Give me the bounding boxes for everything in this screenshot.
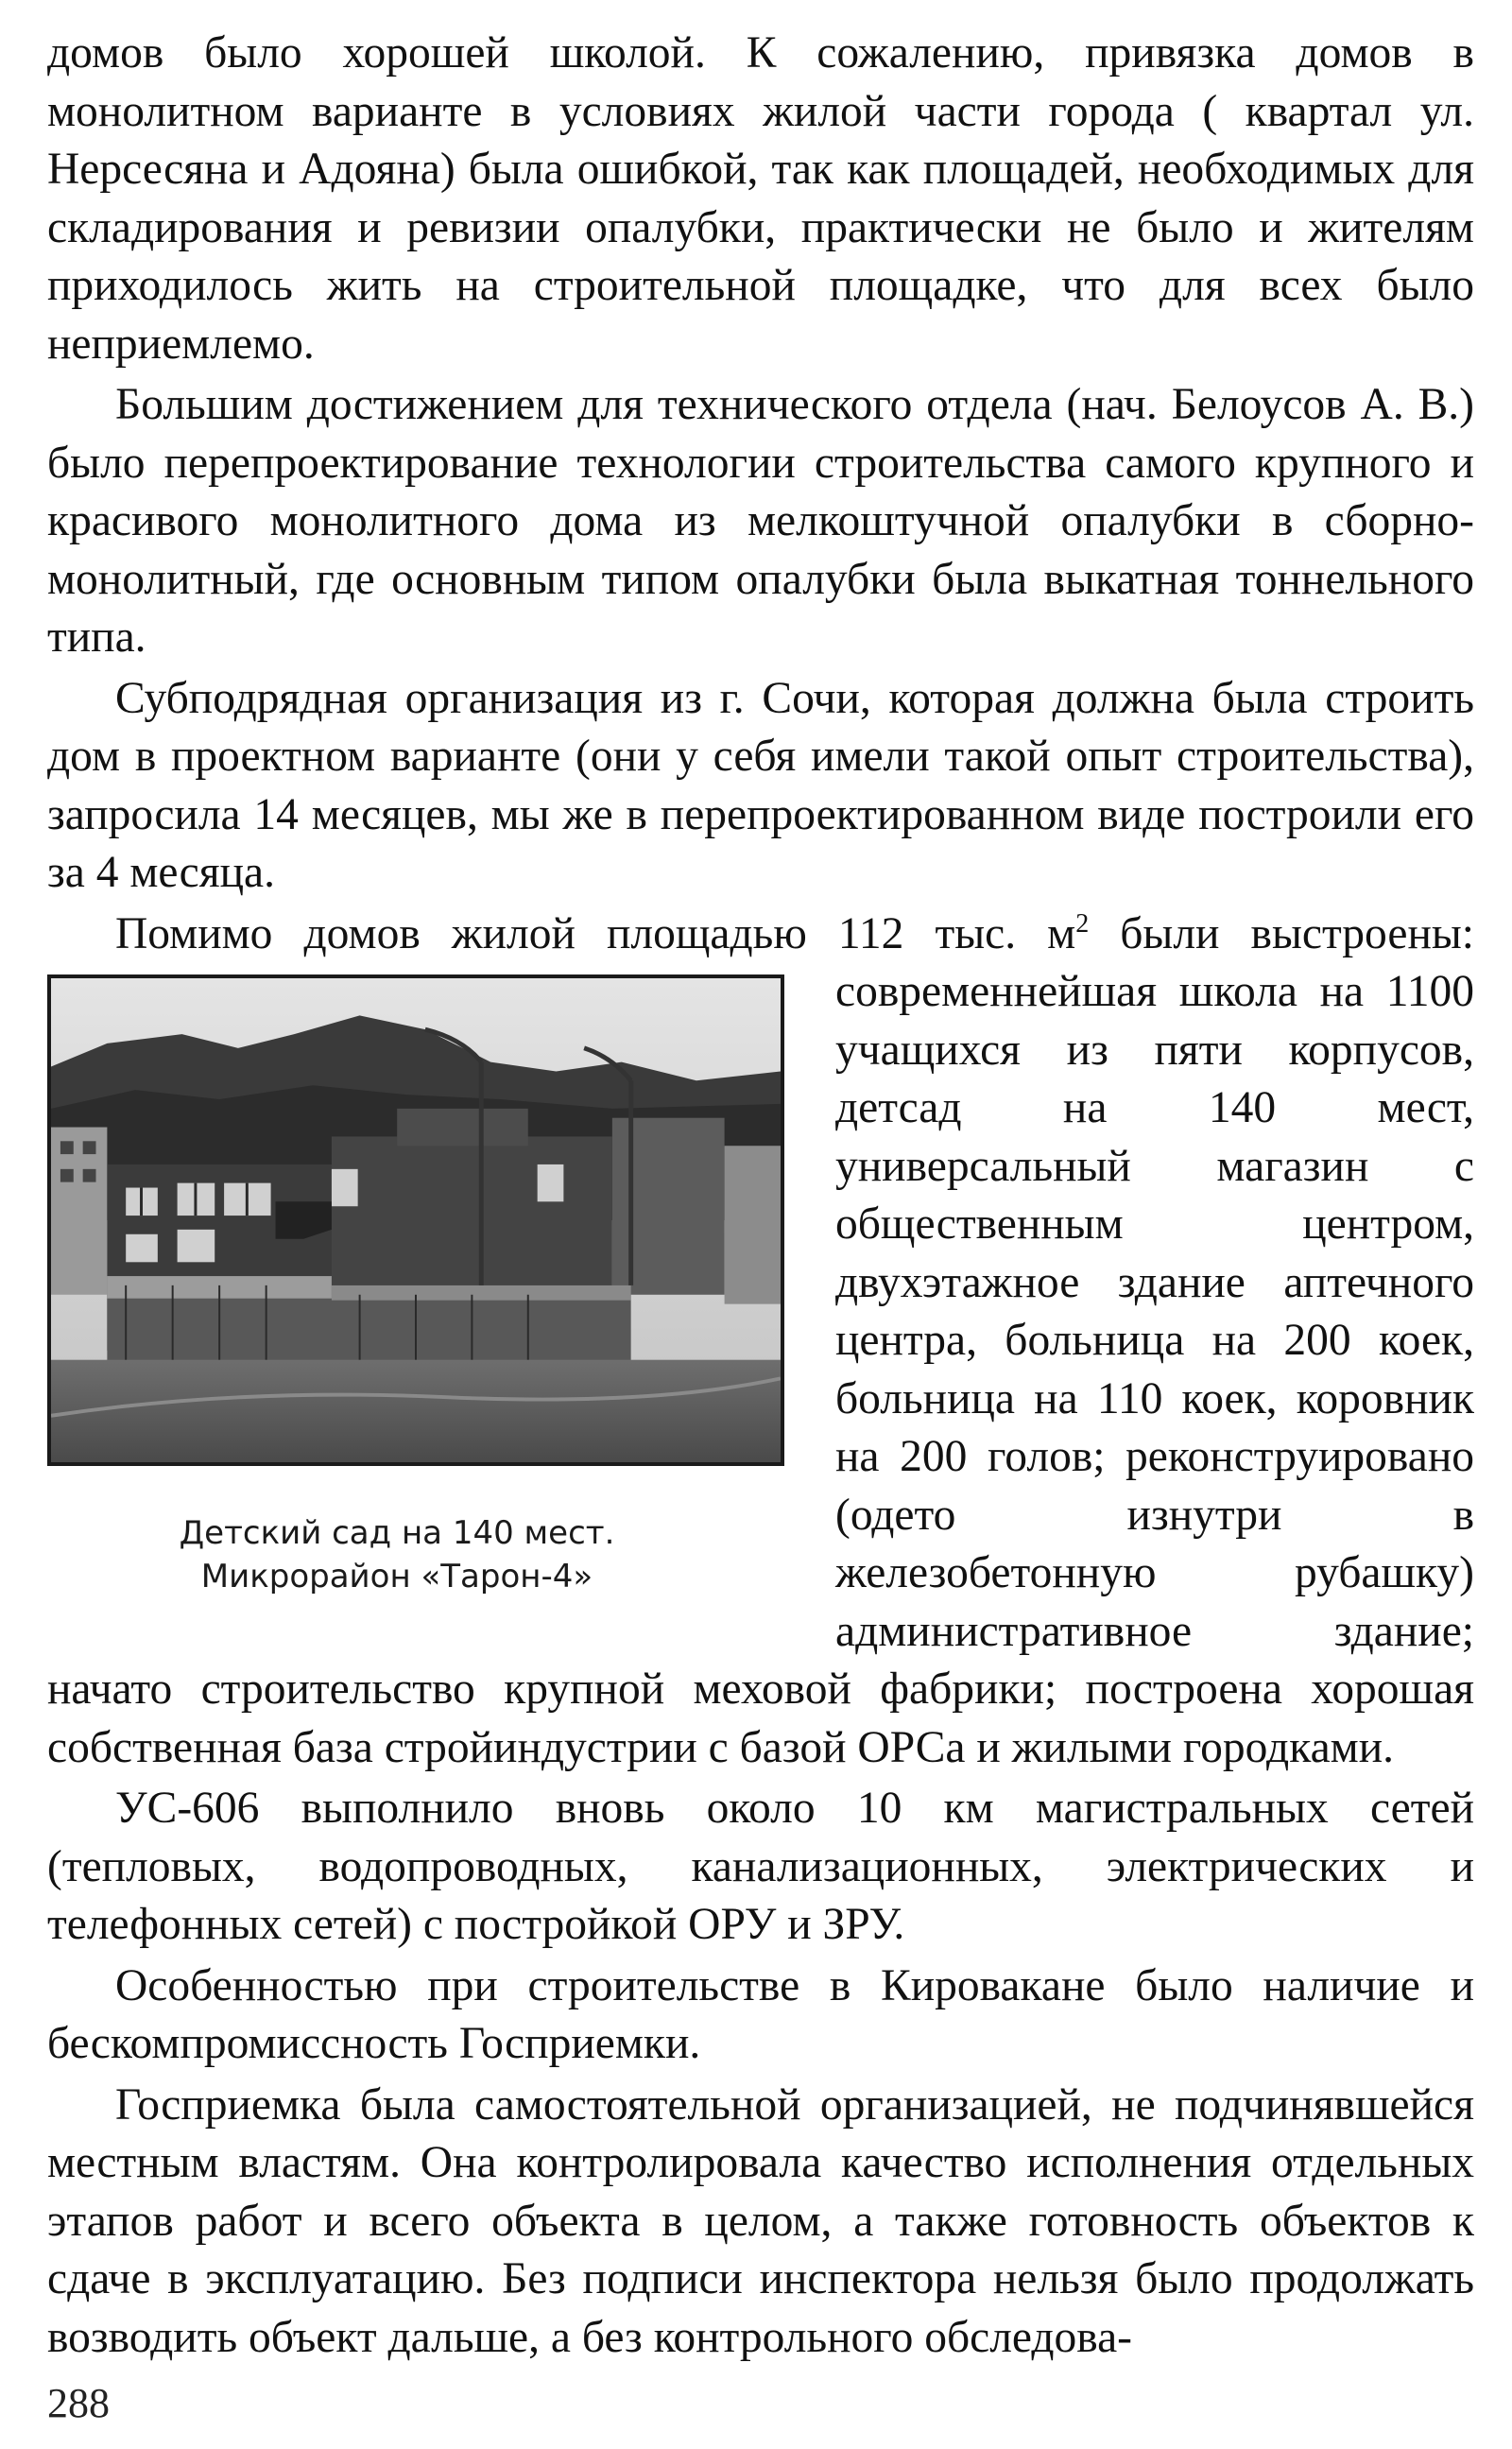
figure-caption bbox=[47, 1511, 747, 1598]
text-column bbox=[47, 25, 1474, 2370]
figure bbox=[47, 974, 803, 1627]
page-number: 288 bbox=[47, 2380, 110, 2426]
paragraph-with-figure bbox=[47, 905, 1474, 1778]
superscript: 2 bbox=[1075, 908, 1090, 939]
photo-drawing bbox=[51, 978, 781, 1462]
paragraph-text-start: Помимо домов жилой площадью 112 тыс. м bbox=[115, 908, 1076, 958]
kindergarten-photo bbox=[47, 974, 784, 1466]
caption-line-2: Микрорайон «Тарон-4» bbox=[200, 1558, 593, 1595]
paragraph: УС-606 выполнило вновь около 10 км магистральных сетей (тепловых, водопроводных, канализационных, электрических и телефонных сетей) с постройкой ОРУ и ЗРУ. bbox=[47, 1784, 1474, 1949]
paragraph: Субподрядная организация из г. Сочи, которая должна была строить дом в проектном варианте (они у себя имели такой опыт строительства), запросила 14 месяцев, мы же в перепроектированном виде построили его за 4 месяца. bbox=[47, 673, 1474, 897]
caption-line-1: Детский сад на 140 мест. bbox=[179, 1514, 615, 1552]
paragraph: домов было хорошей школой. К сожалению, привязка домов в монолитном варианте в условиях жилой части города ( квартал ул. Нерсесяна и Адояна) была ошибкой, так как площадей, необходимых для складирования и ревизии опалубки, практически не было и жителям приходилось жить на строительной площадке, что для всех было неприемлемо. bbox=[47, 28, 1474, 369]
paragraph: Госприемка была самостоятельной организацией, не подчинявшейся местным властям. Она контролировала качество исполнения отдельных этапов работ и всего объекта в целом, а также готовность объектов к сдаче в эксплуатацию. Без подписи инспектора нельзя было продолжать возводить объект дальше, а без контрольного обследова- bbox=[47, 2079, 1474, 2362]
paragraph: Большим достижением для технического отдела (нач. Белоусов А. В.) было перепроектирование технологии строительства самого крупного и красивого монолитного дома из мелкоштучной опалубки в сборно-монолитный, где основным типом опалубки была выкатная тоннельного типа. bbox=[47, 380, 1474, 662]
paragraph: Особенностью при строительстве в Кировакане было наличие и бескомпромиссность Госприемки. bbox=[47, 1960, 1474, 2068]
paragraph-text-end: были выстроены: современнейшая школа на 1100 учащихся из пяти корпусов, детсад на 140 мест, универсальный магазин с общественным центром, двухэтажное здание аптечного центра, больница на 200 коек, больница на 110 коек, коровник на 200 голов; реконструировано (одето изнутри в железобетонную рубашку) административное здание; начато строительство крупной меховой фабрики; построена хорошая собственная база стройиндустрии с базой ОРСа и жилыми городками. bbox=[47, 908, 1474, 1772]
